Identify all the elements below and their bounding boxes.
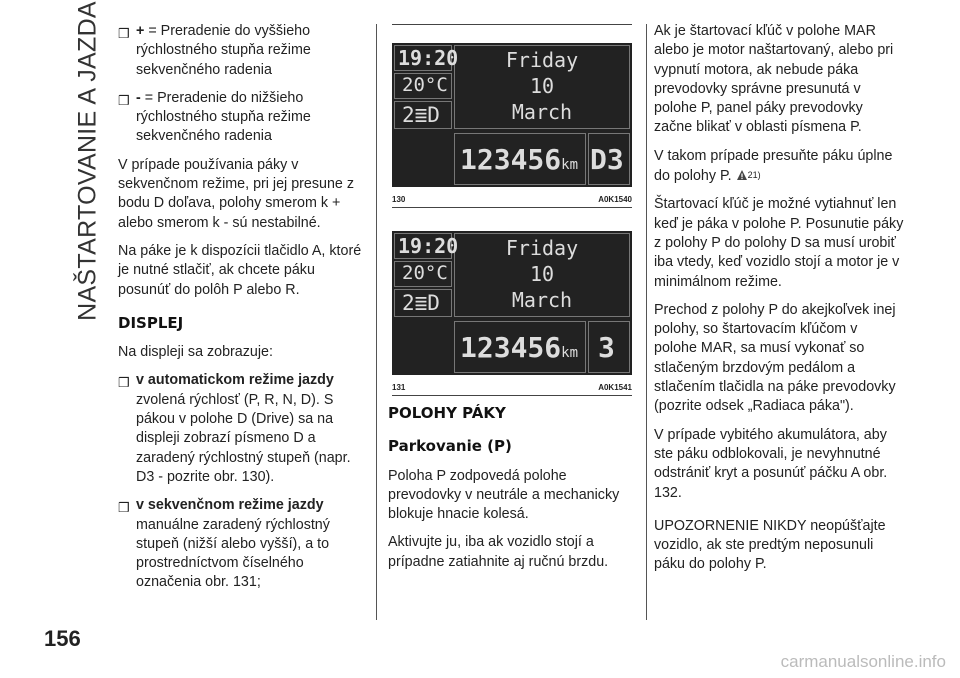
- lcd-headlight-level: 2: [402, 291, 415, 315]
- headlight-icon: ≣D: [414, 103, 440, 127]
- column-2-text: [388, 400, 638, 581]
- auto-mode-text: zvolená rýchlosť (P, R, N, D). S pákou v polohe D (Drive) sa na displeji zobrazí písmeno D a zaradený rýchlostný stupeň (napr. D3 - pozrite obr. 130).: [136, 391, 351, 485]
- section-heading-polohy: POLOHY PÁKY: [388, 404, 506, 422]
- paragraph: Na displeji sa zobrazuje:: [118, 344, 273, 361]
- paragraph: Prechod z polohy P do akejkoľvek inej polohy, so štartovacím kľúčom v polohe MAR, sa musí vykonať so stlačeným brzdovým pedálom a stlačením tlačidla na páke prevodovky (pozrite odsek „Radiaca páka").: [654, 301, 896, 415]
- checkbox-bullet-icon: ❒: [118, 500, 130, 516]
- column-3: [654, 22, 904, 584]
- note-reference: 21): [747, 170, 761, 181]
- paragraph: Štartovací kľúč je možné vytiahnuť len keď je páka v polohe P. Posunutie páky z polohy P do polohy D sa musí urobiť iba vtedy, keď vozidlo stojí a motor je v minimálnom režime.: [654, 196, 904, 290]
- auto-mode-label: v automatickom režime jazdy: [136, 372, 334, 389]
- paragraph: V prípade vybitého akumulátora, aby ste páku odblokovali, je nevyhnutné odstrániť kryt a posunúť páčku A obr. 132.: [654, 426, 888, 501]
- column-divider-left: [376, 24, 377, 620]
- paragraph: [654, 147, 904, 187]
- lcd-display: [392, 231, 632, 375]
- lcd-month: March: [511, 288, 573, 312]
- paragraph: Poloha P zodpovedá polohe prevodovky v neutrále a mechanicky blokuje hnacie kolesá.: [388, 467, 620, 523]
- paragraph-text: V takom prípade presuňte páku úplne do polohy P.: [654, 147, 893, 185]
- figure-130: [392, 24, 632, 208]
- figure-caption: [392, 187, 632, 208]
- column-1: [118, 22, 368, 602]
- checkbox-bullet-icon: ❒: [118, 26, 130, 41]
- lcd-time: 19:20: [398, 46, 459, 70]
- bullet-plus: [118, 22, 368, 80]
- paragraph: Na páke je k dispozícii tlačidlo A, ktoré je nutné stlačiť, ak chcete páku posunúť do polôh P alebo R.: [118, 242, 362, 298]
- lcd-month: March: [511, 100, 573, 124]
- lcd-headlight-indicator: [402, 291, 440, 315]
- bullet-minus-text: = Preradenie do nižšieho rýchlostného stupňa režime sekvenčného radenia: [136, 89, 311, 145]
- bullet-seq-mode: [118, 496, 368, 592]
- column-divider-right: [646, 24, 647, 620]
- bullet-plus-text: = Preradenie do vyššieho rýchlostného stupňa režime sekvenčného radenia: [136, 23, 311, 78]
- figure-top-rule: [392, 24, 632, 25]
- lcd-odometer-unit: km: [561, 345, 579, 361]
- figure-number: 130: [392, 195, 406, 204]
- lcd-headlight-indicator: [402, 103, 440, 127]
- lcd-temperature: 20°C: [402, 74, 448, 96]
- lcd-odometer-unit: km: [561, 157, 579, 173]
- figure-number: 131: [392, 383, 406, 392]
- lcd-display: [392, 43, 632, 187]
- warning-paragraph: UPOZORNENIE NIKDY neopúšťajte vozidlo, ak ste predtým neposunuli páku do polohy P.: [654, 517, 886, 573]
- lcd-date-block: [454, 47, 630, 125]
- section-heading-displej: DISPLEJ: [118, 313, 184, 332]
- lcd-temperature: 20°C: [402, 262, 448, 284]
- headlight-icon: ≣D: [414, 291, 440, 315]
- plus-symbol: +: [136, 23, 145, 39]
- warning-triangle-icon: [736, 169, 748, 181]
- paragraph: Ak je štartovací kľúč v polohe MAR alebo je motor naštartovaný, alebo pri vypnutí motora, ak nebude páka prevodovky správne presunutá v polohe P, panel páky prevodovky začne blikať v oblasti písmena P.: [654, 23, 894, 136]
- lcd-day: Friday: [505, 48, 579, 72]
- lcd-odometer: [460, 331, 578, 364]
- figure-code: A0K1540: [598, 195, 632, 204]
- lcd-day: Friday: [505, 236, 579, 260]
- lcd-headlight-level: 2: [402, 103, 415, 127]
- paragraph: V prípade používania páky v sekvenčnom režime, pri jej presune z bodu D doľava, polohy smerom k + alebo smerom k - sú nestabilné.: [118, 156, 354, 231]
- chapter-title-text: NAŠTARTOVANIE A JAZDA: [73, 1, 102, 321]
- seq-mode-text: manuálne zaradený rýchlostný stupeň (nižší alebo vyšší), a to prostredníctvom číselného označenia obr. 131;: [136, 516, 330, 591]
- lcd-odometer-value: 123456: [460, 143, 562, 176]
- lcd-odometer-value: 123456: [460, 331, 562, 364]
- figure-code: A0K1541: [598, 383, 632, 392]
- checkbox-bullet-icon: ❒: [118, 92, 130, 108]
- figure-caption: [392, 375, 632, 396]
- chapter-side-title: [72, 1, 104, 321]
- lcd-odometer: [460, 143, 578, 176]
- checkbox-bullet-icon: ❒: [118, 375, 130, 391]
- bullet-minus: [118, 89, 368, 147]
- lcd-date: 10: [529, 262, 555, 286]
- minus-symbol: -: [136, 89, 141, 106]
- figure-131: [392, 215, 632, 396]
- lcd-gear: 3: [598, 331, 615, 364]
- lcd-date-block: [454, 235, 630, 313]
- bullet-auto-mode: [118, 371, 368, 487]
- watermark: carmanualsonline.info: [780, 652, 946, 671]
- lcd-date: 10: [529, 74, 555, 98]
- lcd-gear: D3: [590, 143, 624, 176]
- seq-mode-label: v sekvenčnom režime jazdy: [136, 497, 324, 514]
- lcd-time: 19:20: [398, 234, 459, 258]
- subsection-heading-parkovanie: Parkovanie (P): [388, 437, 512, 456]
- paragraph: Aktivujte ju, iba ak vozidlo stojí a prípadne zatiahnite aj ručnú brzdu.: [388, 534, 609, 570]
- page-number: 156: [44, 626, 81, 651]
